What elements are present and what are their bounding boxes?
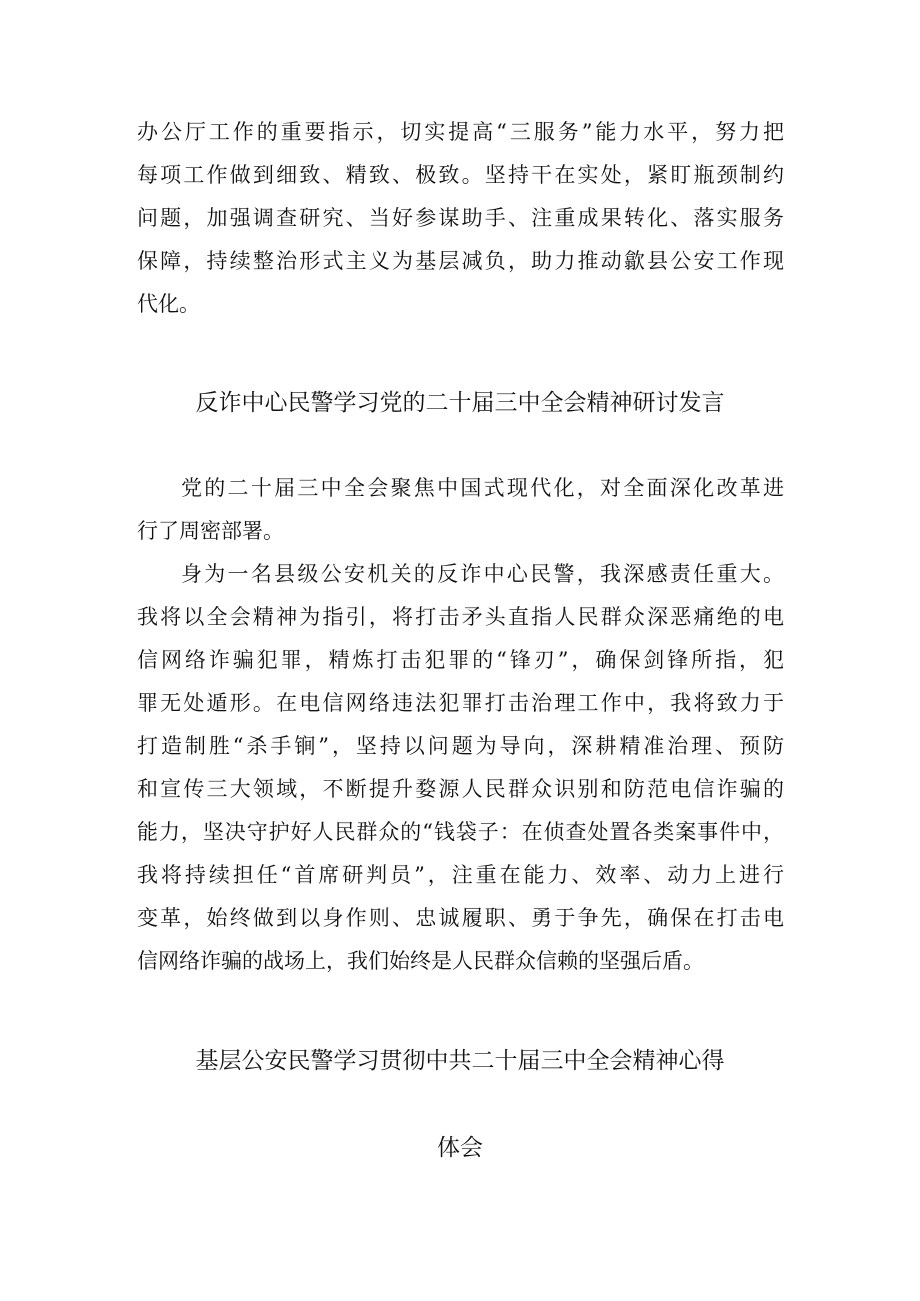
body-text-line: 党的二十届三中全会聚焦中国式现代化，对全面深化改革进	[181, 476, 784, 500]
article-title-continued: 体会	[437, 1135, 483, 1161]
body-text-line: 每项工作做到细致、精致、极致。坚持干在实处，紧盯瓶颈制约	[137, 163, 784, 187]
body-text-line: 我将以全会精神为指引，将打击矛头直指人民群众深恶痛绝的电	[137, 605, 784, 629]
body-text-line: 身为一名县级公安机关的反诈中心民警，我深感责任重大。	[181, 562, 784, 586]
body-text-line: 代化。	[137, 292, 200, 316]
article-title: 反诈中心民警学习党的二十届三中全会精神研讨发言	[195, 390, 725, 416]
body-text-line: 我将持续担任“首席研判员”，注重在能力、效率、动力上进行	[137, 863, 784, 887]
body-text-line: 能力，坚决守护好人民群众的“钱袋子：在侦查处置各类案事件中，	[137, 820, 784, 844]
body-text-line: 问题，加强调查研究、当好参谋助手、注重成果转化、落实服务	[137, 206, 784, 230]
body-text-line: 办公厅工作的重要指示，切实提高“三服务”能力水平，努力把	[137, 120, 784, 144]
body-text-line: 打造制胜“杀手锏”，坚持以问题为导向，深耕精准治理、预防	[137, 734, 784, 758]
body-text-line: 变革，始终做到以身作则、忠诚履职、勇于争先，确保在打击电	[137, 906, 784, 930]
body-text-line: 行了周密部署。	[137, 519, 284, 543]
body-text-line: 和宣传三大领域，不断提升婺源人民群众识别和防范电信诈骗的	[137, 777, 784, 801]
body-text-line: 信网络诈骗的战场上，我们始终是人民群众信赖的坚强后盾。	[137, 949, 704, 973]
body-text-line: 保障，持续整治形式主义为基层减负，助力推动歙县公安工作现	[137, 249, 784, 273]
body-text-line: 信网络诈骗犯罪，精炼打击犯罪的“锋刃”，确保剑锋所指，犯	[137, 648, 784, 672]
article-title: 基层公安民警学习贯彻中共二十届三中全会精神心得	[195, 1048, 725, 1074]
body-text-line: 罪无处遁形。在电信网络违法犯罪打击治理工作中，我将致力于	[137, 691, 784, 715]
